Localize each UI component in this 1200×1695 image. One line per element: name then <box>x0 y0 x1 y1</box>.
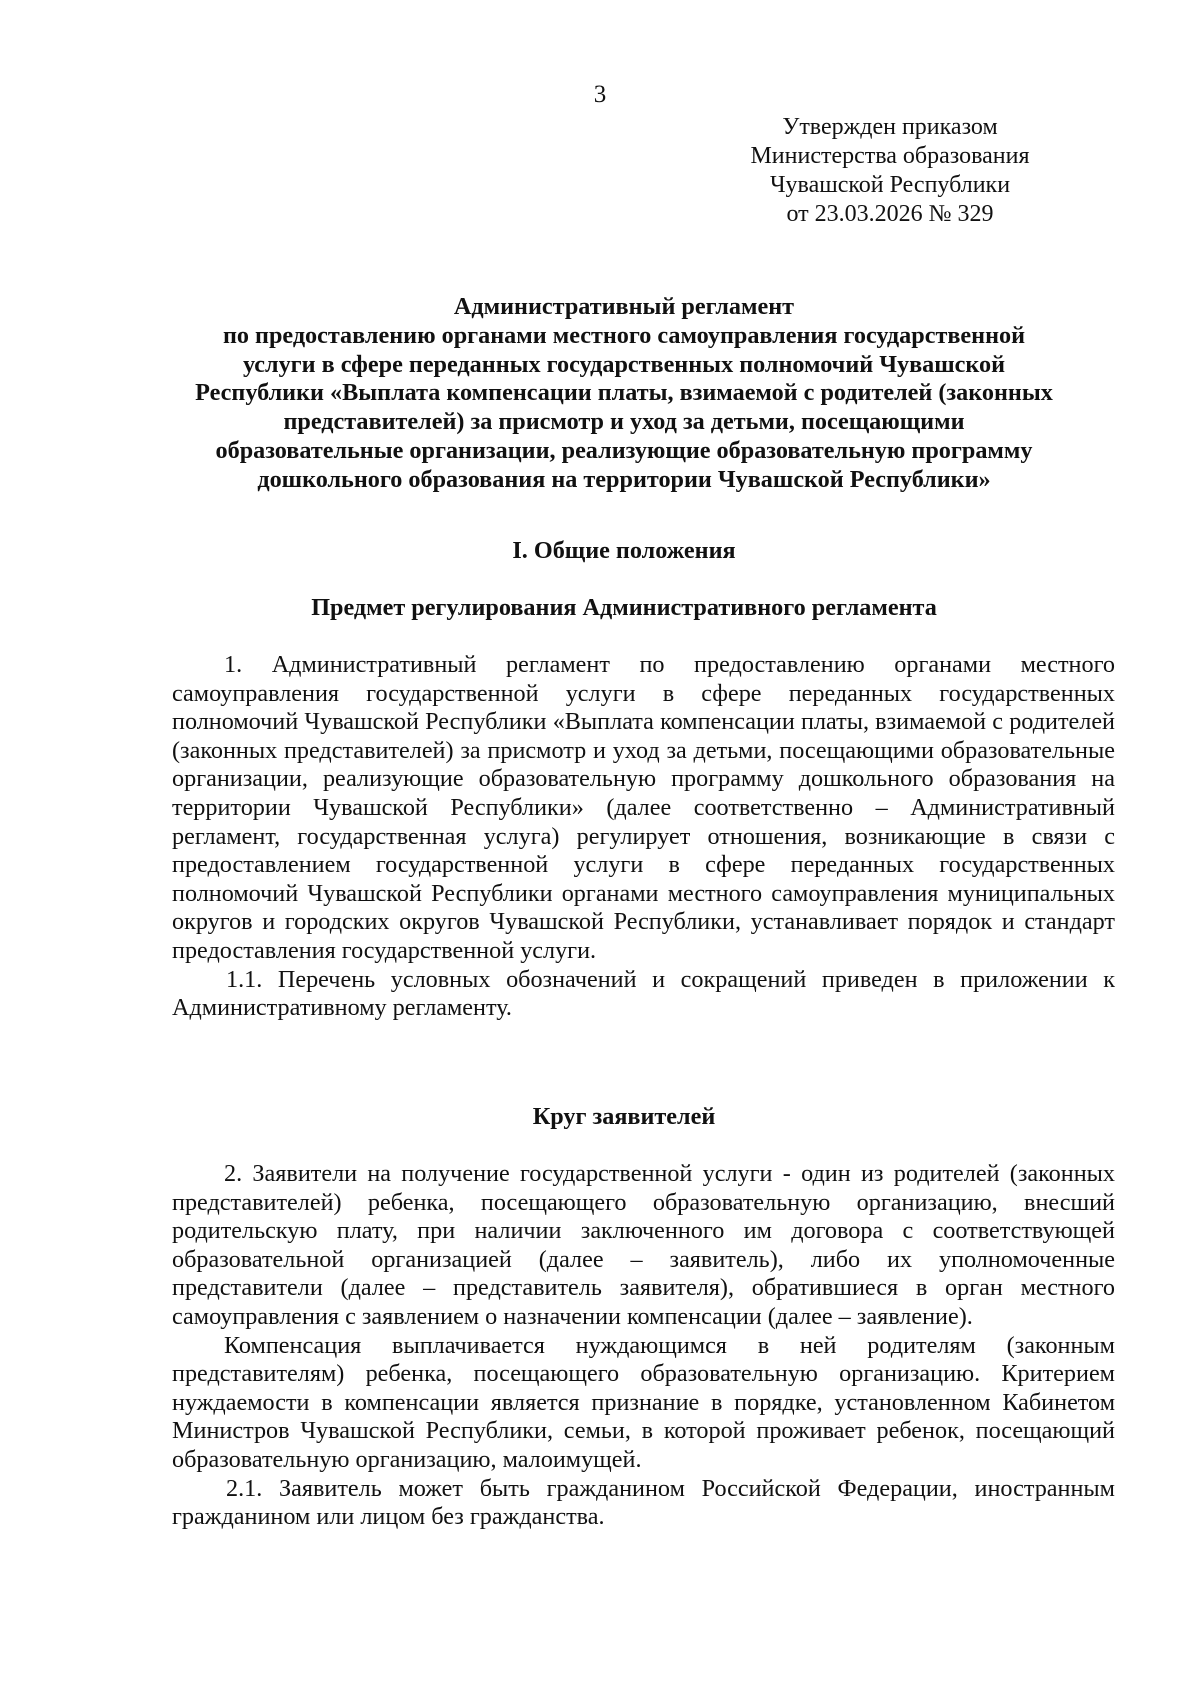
approval-line: Министерства образования <box>750 143 1030 169</box>
title-line: представителей) за присмотр и уход за детьми, посещающими <box>283 408 965 436</box>
title-line: дошкольного образования на территории Чувашской Республики» <box>257 465 991 493</box>
paragraph-1-1: 1.1. Перечень условных обозначений и сокращений приведен в приложении к Административному регламенту. <box>172 965 1115 1022</box>
approval-line: Утвержден приказом <box>782 114 998 140</box>
paragraph-1: 1. Административный регламент по предоставлению органами местного самоуправления государственной услуги в сфере переданных государственных полномочий Чувашской Республики «Выплата компенсации платы, взимаемой с родителей (законных представителей) за присмотр и уход за детьми, посещающими образовательные организации, реализующие образовательную программу дошкольного образования на территории Чувашской Республики» (далее соответственно – Административный регламент, государственная услуга) регулирует отношения, возникающие в связи с предоставлением государственной услуги в сфере переданных государственных полномочий Чувашской Республики органами местного самоуправления муниципальных округов и городских округов Чувашской Республики, устанавливает порядок и стандарт предоставления государственной услуги. <box>172 651 1115 964</box>
approval-stamp-block <box>720 113 1060 229</box>
paragraph-2: 2. Заявители на получение государственной услуги - один из родителей (законных представителей) ребенка, посещающего образовательную организацию, внесший родительскую плату, при наличии заключенного им договора с соответствующей образовательной организацией (далее – заявитель), либо их уполномоченные представители (далее – представитель заявителя), обратившиеся в орган местного самоуправления с заявлением о назначении компенсации (далее – заявление). <box>172 1160 1115 1330</box>
paragraph-compensation: Компенсация выплачивается нуждающимся в ней родителям (законным представителям) ребенка, посещающего образовательную организацию. Критерием нуждаемости в компенсации является признание в порядке, установленном Кабинетом Министров Чувашской Республики, семьи, в которой проживает ребенок, посещающий образовательную организацию, малоимущей. <box>172 1331 1115 1473</box>
title-line: по предоставлению органами местного самоуправления государственной <box>222 321 1026 349</box>
subsection-heading: Круг заявителей <box>532 1103 716 1130</box>
document-title <box>168 293 1080 495</box>
paragraph-2-1: 2.1. Заявитель может быть гражданином Российской Федерации, иностранным гражданином или лицом без гражданства. <box>172 1474 1115 1531</box>
subsection-heading: Предмет регулирования Административного регламента <box>311 594 937 621</box>
section-heading: I. Общие положения <box>512 537 736 564</box>
title-line: Республики «Выплата компенсации платы, взимаемой с родителей (законных <box>195 379 1053 407</box>
section-2-body <box>172 1160 1115 1532</box>
section-1-body <box>172 651 1115 1023</box>
page-number: 3 <box>593 81 607 108</box>
approval-line: от 23.03.2026 № 329 <box>786 201 994 227</box>
title-line: услуги в сфере переданных государственных полномочий Чувашской <box>242 350 1006 378</box>
title-line: Административный регламент <box>453 293 795 320</box>
approval-line: Чувашской Республики <box>769 172 1011 198</box>
title-line: образовательные организации, реализующие образовательную программу <box>215 436 1033 464</box>
